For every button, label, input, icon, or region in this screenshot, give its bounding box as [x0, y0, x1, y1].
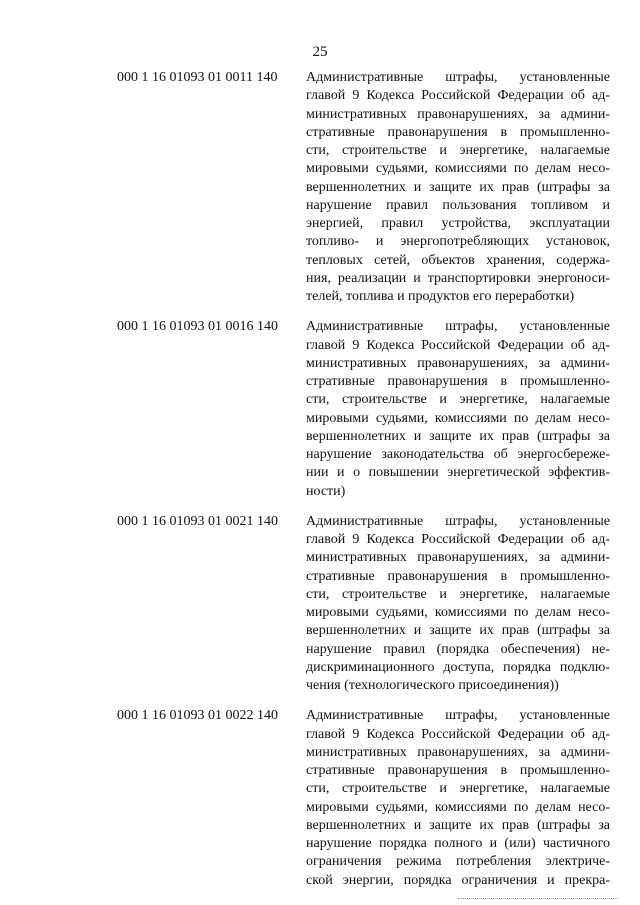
description-line: стративные правонарушения в промышленно- [306, 568, 610, 584]
entry-description [306, 513, 610, 696]
description-line: стративные правонарушения в промышленно- [306, 124, 610, 140]
description-line: нии и о повышении энергетической эффектив- [306, 465, 610, 481]
entry-description [306, 318, 610, 501]
description-line: министративных правонарушениях, за админи- [306, 744, 610, 760]
description-line: сти, строительстве и энергетике, налагаемые [306, 781, 610, 797]
budget-code: 000 1 16 01093 01 0011 140 [117, 70, 278, 85]
description-line: нарушение законодательства об энергосбереже- [306, 447, 610, 462]
description-line: сти, строительстве и энергетике, налагаемые [306, 586, 610, 602]
description-line: вершеннолетних и защите их прав (штрафы за [306, 623, 610, 639]
page-number: 25 [312, 44, 328, 60]
description-line: телей, топлива и продуктов его переработки) [306, 289, 575, 304]
description-line: ния, реализации и транспортировки энергоноси- [306, 270, 610, 286]
description-line: вершеннолетних и защите их прав (штрафы за [306, 428, 610, 444]
entry-description [306, 69, 610, 306]
description-line: сти, строительстве и энергетике, налагаемые [306, 392, 610, 408]
description-line: мировыми судьями, комиссиями по делам несо- [306, 799, 610, 815]
description-line: главой 9 Кодекса Российской Федерации об ад- [306, 726, 610, 742]
description-line: тепловых сетей, объектов хранения, содержа- [306, 252, 610, 268]
description-line: стративные правонарушения в промышленно- [306, 763, 610, 778]
description-line: главой 9 Кодекса Российской Федерации об ад- [306, 88, 610, 104]
description-line: нарушение правил (порядка обеспечения) не- [306, 641, 610, 657]
description-line: топливо- и энергопотребляющих установок, [306, 234, 610, 250]
description-line: мировыми судьями, комиссиями по делам несо- [306, 605, 610, 620]
entry-description [306, 707, 610, 890]
entry-0021 [0, 513, 640, 696]
description-line: энергией, правил устройства, эксплуатации [306, 216, 610, 231]
description-line: стративные правонарушения в промышленно- [306, 374, 610, 389]
budget-code: 000 1 16 01093 01 0022 140 [117, 708, 278, 724]
description-line: мировыми судьями, комиссиями по делам несо- [306, 161, 610, 177]
scan-footer-marks [458, 894, 618, 899]
description-line: ской энергии, порядка ограничения и прекра- [306, 872, 610, 888]
description-line: Административные штрафы, установленные [306, 708, 610, 724]
description-line: дискриминационного доступа, порядка подклю- [306, 659, 610, 675]
description-line: министративных правонарушениях, за админи- [306, 355, 610, 371]
budget-code: 000 1 16 01093 01 0021 140 [117, 513, 278, 529]
description-line: главой 9 Кодекса Российской Федерации об ад- [306, 532, 610, 547]
entry-0016 [0, 318, 640, 501]
description-line: министративных правонарушениях, за админи- [306, 106, 610, 122]
description-line: нарушение правил пользования топливом и [306, 197, 610, 213]
description-line: главой 9 Кодекса Российской Федерации об ад- [306, 337, 610, 353]
description-line: мировыми судьями, комиссиями по делам несо- [306, 410, 610, 426]
description-line: Административные штрафы, установленные [306, 70, 610, 85]
description-line: ности) [306, 483, 346, 499]
description-line: ограничения режима потребления электриче- [306, 854, 610, 870]
description-line: вершеннолетних и защите их прав (штрафы за [306, 179, 610, 195]
description-line: министративных правонарушениях, за админи- [306, 550, 610, 566]
description-line: сти, строительстве и энергетике, налагаемые [306, 143, 610, 158]
entry-0011 [0, 69, 640, 306]
description-line: нарушение порядка полного и (или) частичного [306, 836, 610, 851]
budget-code: 000 1 16 01093 01 0016 140 [117, 319, 278, 335]
description-line: Административные штрафы, установленные [306, 513, 610, 529]
description-line: вершеннолетних и защите их прав (штрафы за [306, 817, 610, 833]
entry-0022 [0, 707, 640, 890]
description-line: Административные штрафы, установленные [306, 319, 610, 335]
description-line: чения (технологического присоединения)) [306, 678, 559, 693]
entries-list [0, 69, 640, 902]
